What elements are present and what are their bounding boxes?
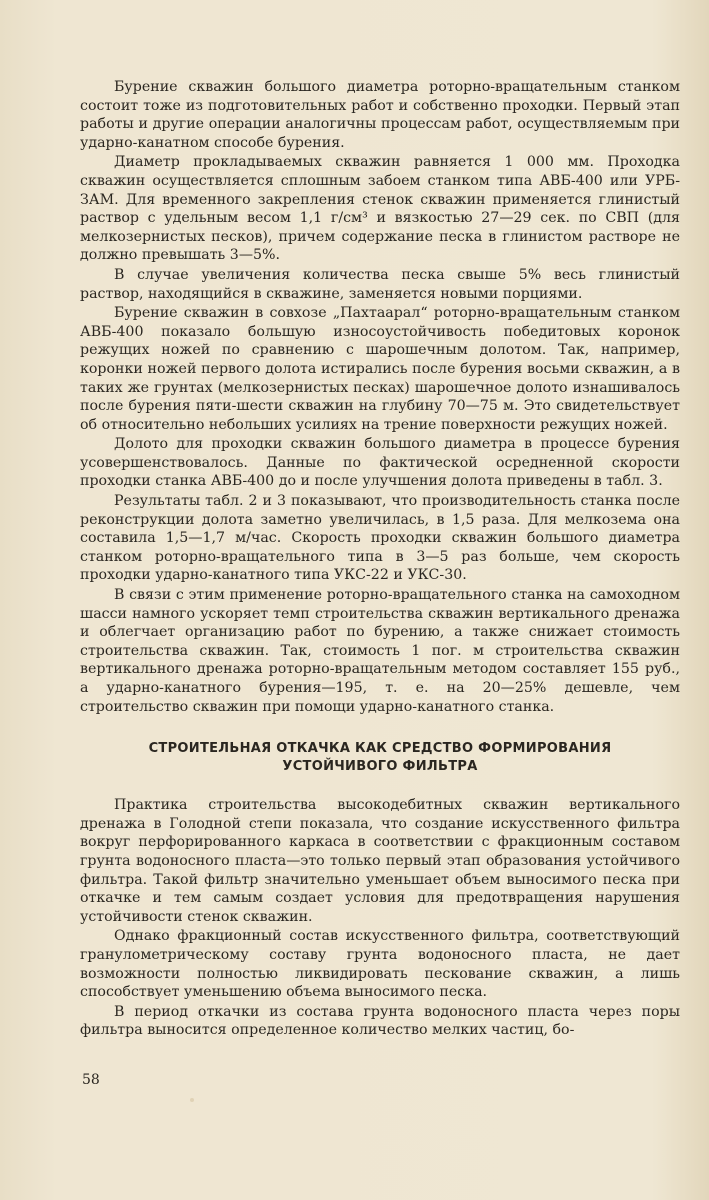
- paragraph: Диаметр прокладываемых скважин равняется 1 000 мм. Проходка скважин осуществляется сплошным забоем станком типа АВБ-400 или УРБ-ЗАМ. Для временного закрепления стенок скважин применяется глинистый раствор с удельным весом 1,1 г/см³ и вязкостью 27—29 сек. по СВП (для мелкозернистых песков), причем содержание песка в глинистом растворе не должно превышать 3—5%.: [80, 154, 680, 264]
- section-heading-line: СТРОИТЕЛЬНАЯ ОТКАЧКА КАК СРЕДСТВО ФОРМИРОВАНИЯ: [148, 741, 612, 757]
- paragraph: В случае увеличения количества песка свыше 5% весь глинистый раствор, находящийся в скважине, заменяется новыми порциями.: [80, 266, 680, 302]
- paragraph: Однако фракционный состав искусственного фильтра, соответствующий гранулометрическому составу грунта водоносного пласта, не дает возможности полностью ликвидировать пескование скважин, а лишь способствует уменьшению объема выносимого песка.: [80, 928, 680, 1001]
- paragraph: Бурение скважин в совхозе „Пахтаарал“ роторно-вращательным станком АВБ-400 показало большую износоустойчивость победитовых коронок режущих ножей по сравнению с шарошечным долотом. Так, например, коронки ножей первого долота истирались после бурения восьми скважин, а в таких же грунтах (мелкозернистых песках) шарошечное долото изнашивалось после бурения пяти-шести скважин на глубину 70—75 м. Это свидетельствует об относительно небольших усилиях на трение поверхности режущих ножей.: [80, 305, 680, 433]
- paragraph: В связи с этим применение роторно-вращательного станка на самоходном шасси намного ускоряет темп строительства скважин вертикального дренажа и облегчает организацию работ по бурению, а также снижает стоимость строительства скважин. Так, стоимость 1 пог. м строительства скважин вертикального дренажа роторно-вращательным методом составляет 155 руб., а ударно-канатного бурения—195, т. е. на 20—25% дешевле, чем строительство скважин при помощи ударно-канатного станка.: [80, 587, 680, 715]
- paragraph: Бурение скважин большого диаметра роторно-вращательным станком состоит тоже из подготовительных работ и собственно проходки. Первый этап работы и другие операции аналогичны процессам работ, осуществляемым при ударно-канатном способе бурения.: [80, 79, 680, 151]
- section-heading: [80, 740, 680, 776]
- paragraph: В период откачки из состава грунта водоносного пласта через поры фильтра выносится определенное количество мелких частиц, бо-: [80, 1003, 680, 1039]
- paragraph: Результаты табл. 2 и 3 показывают, что производительность станка после реконструкции долота заметно увеличилась, в 1,5 раза. Для мелкозема она составила 1,5—1,7 м/час. Скорость проходки скважин большого диаметра станком роторно-вращательного типа в 3—5 раз больше, чем скорость проходки ударно-канатного типа УКС-22 и УКС-30.: [80, 493, 680, 584]
- paragraph: Практика строительства высокодебитных скважин вертикального дренажа в Голодной степи показала, что создание искусственного фильтра вокруг перфорированного каркаса в соответствии с фракционным составом грунта водоносного пласта—это только первый этап образования устойчивого фильтра. Такой фильтр значительно уменьшает объем выносимого песка при откачке и тем самым создает условия для предотвращения нарушения устойчивости стенок скважин.: [80, 797, 680, 925]
- body-text: [80, 78, 680, 1041]
- paragraph: Долото для проходки скважин большого диаметра в процессе бурения усовершенствовалось. Данные по фактической осредненной скорости проходки станка АВБ-400 до и после улучшения долота приведены в табл. 3.: [80, 436, 680, 490]
- page-number: 58: [82, 1072, 100, 1088]
- paper-stain: [190, 1098, 194, 1102]
- section-heading-line: УСТОЙЧИВОГО ФИЛЬТРА: [282, 759, 478, 775]
